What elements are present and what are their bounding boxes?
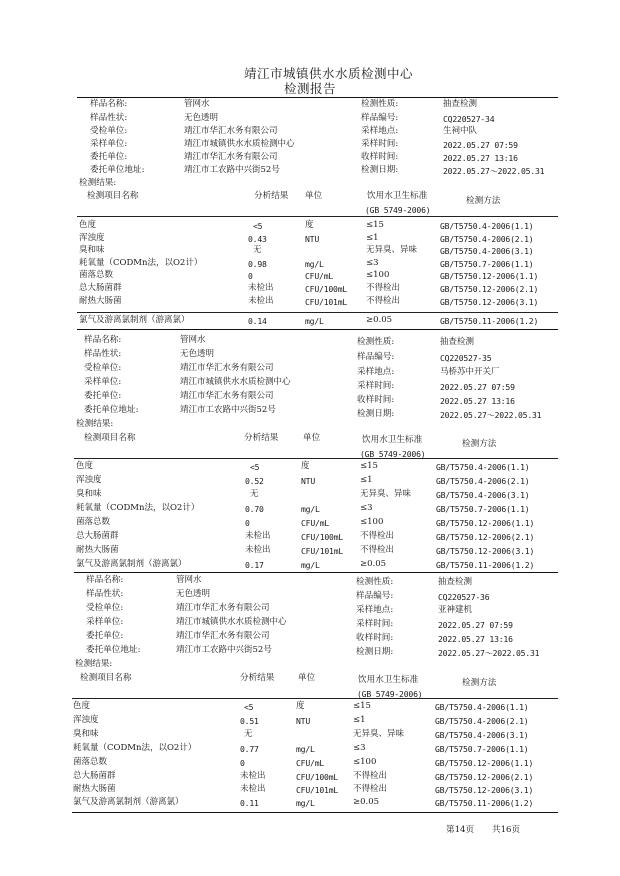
row-method: GB/T5750.7-2006(1.1) xyxy=(436,504,530,514)
row-rule xyxy=(77,312,558,313)
value-client-unit: 靖江市华汇水务有限公司 xyxy=(176,631,270,641)
value-test-nature: 抽查检测 xyxy=(443,99,478,109)
table-header-rule xyxy=(77,216,558,217)
label-sampling-time: 采样时间: xyxy=(356,619,394,629)
row-standard: 不得检出 xyxy=(360,531,395,541)
row-item: 氯气及游离氯制剂（游离氯） xyxy=(73,797,184,807)
row-result: 0 xyxy=(240,758,245,768)
value-client-unit: 靖江市华汇水务有限公司 xyxy=(180,391,274,401)
col-header-standard: 饮用水卫生标准 xyxy=(367,191,428,201)
row-result: 未检出 xyxy=(240,784,266,794)
value-sampling-unit: 靖江市城镇供水水质检测中心 xyxy=(176,617,287,627)
value-sample-name: 管网水 xyxy=(176,575,202,585)
row-item: 氯气及游离氯制剂（游离氯） xyxy=(79,315,190,325)
row-result: 0.52 xyxy=(245,476,264,486)
row-item: 耐热大肠菌 xyxy=(73,784,116,794)
row-method: GB/T5750.4-2006(1.1) xyxy=(435,702,529,712)
value-sample-name: 管网水 xyxy=(184,99,210,109)
row-standard: ≥0.05 xyxy=(366,315,393,325)
label-sampling-site: 采样地点: xyxy=(361,126,399,136)
row-unit: CFU/100mL xyxy=(296,772,339,782)
block-end-rule xyxy=(72,812,558,813)
label-receive-time: 收样时间: xyxy=(361,152,399,162)
value-sampling-unit: 靖江市城镇供水水质检测中心 xyxy=(184,139,295,149)
value-sample-no: CQ220527-36 xyxy=(438,592,490,602)
row-method: GB/T5750.4-2006(3.1) xyxy=(440,246,534,256)
row-unit: CFU/mL xyxy=(296,758,325,768)
label-test-date: 检测日期: xyxy=(357,409,395,419)
label-result-title: 检测结果: xyxy=(75,659,113,669)
row-item: 氯气及游离氯制剂（游离氯） xyxy=(76,559,187,569)
col-header-standard-sub: (GB 5749-2006) xyxy=(365,205,431,215)
col-header-unit: 单位 xyxy=(305,191,323,201)
row-unit: mg/L xyxy=(296,798,315,808)
label-sample-name: 样品名称: xyxy=(90,99,128,109)
value-sampling-time: 2022.05.27 07:59 xyxy=(443,140,518,150)
value-client-unit: 靖江市华汇水务有限公司 xyxy=(184,152,278,162)
row-method: GB/T5750.12-2006(1.1) xyxy=(435,758,534,768)
value-entrusted-unit: 靖江市华汇水务有限公司 xyxy=(180,363,274,373)
row-item: 色度 xyxy=(73,701,91,711)
row-item: 臭和味 xyxy=(73,729,99,739)
value-entrusted-unit: 靖江市华汇水务有限公司 xyxy=(184,126,278,136)
row-standard: ≤3 xyxy=(366,258,379,268)
col-header-method: 检测方法 xyxy=(466,196,501,206)
value-sample-no: CQ220527-35 xyxy=(440,353,492,363)
label-client-unit: 委托单位: xyxy=(84,391,122,401)
block-end-rule xyxy=(77,329,558,330)
row-result: 0.51 xyxy=(240,716,259,726)
label-client-address: 委托单位地址: xyxy=(90,165,145,175)
row-standard: 不得检出 xyxy=(353,771,388,781)
row-method: GB/T5750.4-2006(1.1) xyxy=(436,462,530,472)
row-unit: mg/L xyxy=(305,316,324,326)
value-sampling-site: 亚神建机 xyxy=(438,605,473,615)
label-sampling-site: 采样地点: xyxy=(357,367,395,377)
row-standard: ≤15 xyxy=(366,220,384,230)
row-standard: ≥0.05 xyxy=(353,797,380,807)
row-method: GB/T5750.12-2006(3.1) xyxy=(436,546,535,556)
row-item: 臭和味 xyxy=(79,245,105,255)
row-standard: 不得检出 xyxy=(353,784,388,794)
row-standard: 无异臭、异味 xyxy=(366,245,418,255)
row-standard: 不得检出 xyxy=(360,545,395,555)
row-item: 色度 xyxy=(79,220,97,230)
row-result: 0 xyxy=(248,271,253,281)
row-item: 浑浊度 xyxy=(73,715,99,725)
row-item: 浑浊度 xyxy=(79,233,105,243)
row-unit: mg/L xyxy=(296,744,315,754)
value-sampling-site: 马桥苏中开关厂 xyxy=(440,367,500,377)
label-client-unit: 委托单位: xyxy=(86,631,124,641)
label-test-nature: 检测性质: xyxy=(357,337,395,347)
row-method: GB/T5750.12-2006(1.1) xyxy=(440,271,539,281)
col-header-standard: 饮用水卫生标准 xyxy=(362,435,423,445)
row-unit: 度 xyxy=(305,220,314,230)
row-unit: CFU/101mL xyxy=(296,785,339,795)
value-receive-time: 2022.05.27 13:16 xyxy=(438,634,513,644)
row-result: 0.70 xyxy=(245,504,264,514)
block-end-rule xyxy=(74,572,558,573)
label-sample-no: 样品编号: xyxy=(361,113,399,123)
row-unit: mg/L xyxy=(301,504,320,514)
row-method: GB/T5750.12-2006(2.1) xyxy=(436,532,535,542)
row-standard: ≤1 xyxy=(353,715,366,725)
value-client-address: 靖江市工农路中兴街52号 xyxy=(180,405,276,415)
value-test-nature: 抽查检测 xyxy=(438,577,473,587)
value-sample-state: 无色透明 xyxy=(180,349,215,359)
row-method: GB/T5750.4-2006(2.1) xyxy=(440,234,534,244)
row-standard: 不得检出 xyxy=(366,296,401,306)
value-test-date: 2022.05.27～2022.05.31 xyxy=(438,648,540,658)
row-method: GB/T5750.4-2006(3.1) xyxy=(436,490,530,500)
row-standard: ≤100 xyxy=(353,757,377,767)
value-sample-state: 无色透明 xyxy=(184,113,219,123)
label-sample-state: 样品性状: xyxy=(86,589,124,599)
row-method: GB/T5750.4-2006(1.1) xyxy=(440,221,534,231)
table-header-rule xyxy=(74,458,558,459)
row-result: 未检出 xyxy=(248,296,274,306)
value-entrusted-unit: 靖江市华汇水务有限公司 xyxy=(176,603,270,613)
row-item: 总大肠菌群 xyxy=(76,531,119,541)
row-item: 菌落总数 xyxy=(79,270,114,280)
row-method: GB/T5750.12-2006(2.1) xyxy=(440,284,539,294)
row-standard: ≤1 xyxy=(360,475,373,485)
row-unit: NTU xyxy=(301,476,316,486)
row-item: 臭和味 xyxy=(76,489,102,499)
value-test-date: 2022.05.27～2022.05.31 xyxy=(443,166,545,176)
label-sampling-site: 采样地点: xyxy=(356,605,394,615)
row-result: 无 xyxy=(250,489,259,499)
value-client-address: 靖江市工农路中兴街52号 xyxy=(176,645,272,655)
row-result: 0.98 xyxy=(248,259,267,269)
row-unit: CFU/100mL xyxy=(305,284,348,294)
value-sample-name: 管网水 xyxy=(180,335,206,345)
row-unit: CFU/mL xyxy=(301,518,330,528)
value-sampling-unit: 靖江市城镇供水水质检测中心 xyxy=(180,377,291,387)
row-result: <5 xyxy=(250,462,260,472)
label-sample-name: 样品名称: xyxy=(86,575,124,585)
row-unit: mg/L xyxy=(305,259,324,269)
label-test-date: 检测日期: xyxy=(361,165,399,175)
page-total: 共16页 xyxy=(492,825,521,835)
label-entrusted-unit: 受检单位: xyxy=(90,126,128,136)
label-entrusted-unit: 受检单位: xyxy=(84,363,122,373)
col-header-result: 分析结果 xyxy=(240,673,275,683)
row-item: 总大肠菌群 xyxy=(79,283,122,293)
value-sample-no: CQ220527-34 xyxy=(443,114,495,124)
row-item: 耗氧量（CODMn法，以O2计） xyxy=(79,258,203,268)
row-method: GB/T5750.4-2006(2.1) xyxy=(436,476,530,486)
label-client-address: 委托单位地址: xyxy=(86,645,141,655)
row-item: 耐热大肠菌 xyxy=(79,296,122,306)
row-standard: ≤3 xyxy=(360,503,373,513)
row-unit: 度 xyxy=(301,461,310,471)
row-item: 菌落总数 xyxy=(76,517,111,527)
report-title: 检测报告 xyxy=(284,81,337,96)
col-header-item: 检测项目名称 xyxy=(84,433,136,443)
row-unit: NTU xyxy=(305,234,320,244)
label-entrusted-unit: 受检单位: xyxy=(86,603,124,613)
row-result: 无 xyxy=(244,729,253,739)
value-sampling-time: 2022.05.27 07:59 xyxy=(438,620,513,630)
row-unit: mg/L xyxy=(301,560,320,570)
row-result: 0.77 xyxy=(240,744,259,754)
row-result: 0 xyxy=(245,518,250,528)
label-sample-state: 样品性状: xyxy=(84,349,122,359)
row-result: 无 xyxy=(253,245,262,255)
row-unit: NTU xyxy=(296,716,311,726)
col-header-method: 检测方法 xyxy=(462,678,497,688)
col-header-item: 检测项目名称 xyxy=(80,673,132,683)
row-unit: 度 xyxy=(296,701,305,711)
row-method: GB/T5750.7-2006(1.1) xyxy=(440,259,534,269)
row-result: 0.43 xyxy=(248,234,267,244)
label-sample-no: 样品编号: xyxy=(356,591,394,601)
row-item: 耐热大肠菌 xyxy=(76,545,119,555)
row-standard: 不得检出 xyxy=(366,283,401,293)
row-unit: CFU/101mL xyxy=(305,297,348,307)
row-method: GB/T5750.12-2006(3.1) xyxy=(435,785,534,795)
label-test-nature: 检测性质: xyxy=(356,577,394,587)
label-receive-time: 收样时间: xyxy=(357,395,395,405)
row-result: <5 xyxy=(244,702,254,712)
col-header-standard-sub: (GB 5749-2006) xyxy=(357,689,423,699)
row-result: 0.14 xyxy=(248,316,267,326)
row-standard: ≤100 xyxy=(366,270,390,280)
report-org-title: 靖江市城镇供水水质检测中心 xyxy=(244,66,414,81)
row-item: 耗氧量（CODMn法，以O2计） xyxy=(73,743,197,753)
row-method: GB/T5750.12-2006(3.1) xyxy=(440,297,539,307)
value-test-date: 2022.05.27～2022.05.31 xyxy=(440,410,542,420)
label-sample-state: 样品性状: xyxy=(90,113,128,123)
row-result: 未检出 xyxy=(245,545,271,555)
row-standard: ≤100 xyxy=(360,517,384,527)
label-sampling-time: 采样时间: xyxy=(361,139,399,149)
label-sample-name: 样品名称: xyxy=(84,335,122,345)
row-item: 菌落总数 xyxy=(73,757,108,767)
row-standard: 无异臭、异味 xyxy=(353,729,405,739)
col-header-result: 分析结果 xyxy=(244,433,279,443)
table-header-rule xyxy=(72,698,558,699)
row-result: 未检出 xyxy=(245,531,271,541)
header-rule xyxy=(77,97,558,98)
row-method: GB/T5750.4-2006(2.1) xyxy=(435,716,529,726)
row-method: GB/T5750.12-2006(2.1) xyxy=(435,772,534,782)
row-method: GB/T5750.4-2006(3.1) xyxy=(435,730,529,740)
row-standard: ≤15 xyxy=(353,701,371,711)
col-header-method: 检测方法 xyxy=(462,439,497,449)
label-result-title: 检测结果: xyxy=(76,419,114,429)
value-client-address: 靖江市工农路中兴街52号 xyxy=(184,165,280,175)
row-standard: 无异臭、异味 xyxy=(360,489,412,499)
row-result: 未检出 xyxy=(248,283,274,293)
row-unit: CFU/mL xyxy=(305,271,334,281)
row-result: 未检出 xyxy=(240,771,266,781)
col-header-item: 检测项目名称 xyxy=(87,191,139,201)
label-receive-time: 收样时间: xyxy=(356,633,394,643)
label-result-title: 检测结果: xyxy=(79,178,117,188)
col-header-standard-sub: (GB 5749-2006) xyxy=(360,449,426,459)
page-number: 第14页 xyxy=(446,825,475,835)
value-receive-time: 2022.05.27 13:16 xyxy=(443,153,518,163)
col-header-standard: 饮用水卫生标准 xyxy=(358,675,419,685)
label-test-nature: 检测性质: xyxy=(361,99,399,109)
label-client-unit: 委托单位: xyxy=(90,152,128,162)
row-item: 总大肠菌群 xyxy=(73,771,116,781)
row-method: GB/T5750.12-2006(1.1) xyxy=(436,518,535,528)
col-header-unit: 单位 xyxy=(303,433,321,443)
row-result: <5 xyxy=(253,221,263,231)
row-standard: ≤3 xyxy=(353,743,366,753)
row-method: GB/T5750.11-2006(1.2) xyxy=(436,560,535,570)
row-standard: ≤15 xyxy=(360,461,378,471)
row-result: 0.11 xyxy=(240,798,259,808)
value-receive-time: 2022.05.27 13:16 xyxy=(440,396,515,406)
row-item: 色度 xyxy=(76,461,94,471)
label-test-date: 检测日期: xyxy=(356,647,394,657)
row-method: GB/T5750.7-2006(1.1) xyxy=(435,744,529,754)
row-standard: ≤1 xyxy=(366,233,379,243)
row-item: 耗氧量（CODMn法，以O2计） xyxy=(76,503,200,513)
value-test-nature: 抽查检测 xyxy=(440,337,475,347)
row-standard: ≥0.05 xyxy=(360,559,387,569)
value-sampling-site: 生祠中队 xyxy=(443,126,478,136)
row-method: GB/T5750.11-2006(1.2) xyxy=(440,316,539,326)
col-header-result: 分析结果 xyxy=(254,191,289,201)
label-sample-no: 样品编号: xyxy=(357,352,395,362)
row-method: GB/T5750.11-2006(1.2) xyxy=(435,798,534,808)
row-item: 浑浊度 xyxy=(76,475,102,485)
label-sampling-time: 采样时间: xyxy=(357,381,395,391)
label-sampling-unit: 采样单位: xyxy=(90,139,128,149)
value-sample-state: 无色透明 xyxy=(176,589,211,599)
row-unit: CFU/101mL xyxy=(301,546,344,556)
label-sampling-unit: 采样单位: xyxy=(86,617,124,627)
value-sampling-time: 2022.05.27 07:59 xyxy=(440,382,515,392)
row-result: 0.17 xyxy=(245,560,264,570)
label-client-address: 委托单位地址: xyxy=(84,405,139,415)
col-header-unit: 单位 xyxy=(298,673,316,683)
row-unit: CFU/100mL xyxy=(301,532,344,542)
label-sampling-unit: 采样单位: xyxy=(84,377,122,387)
